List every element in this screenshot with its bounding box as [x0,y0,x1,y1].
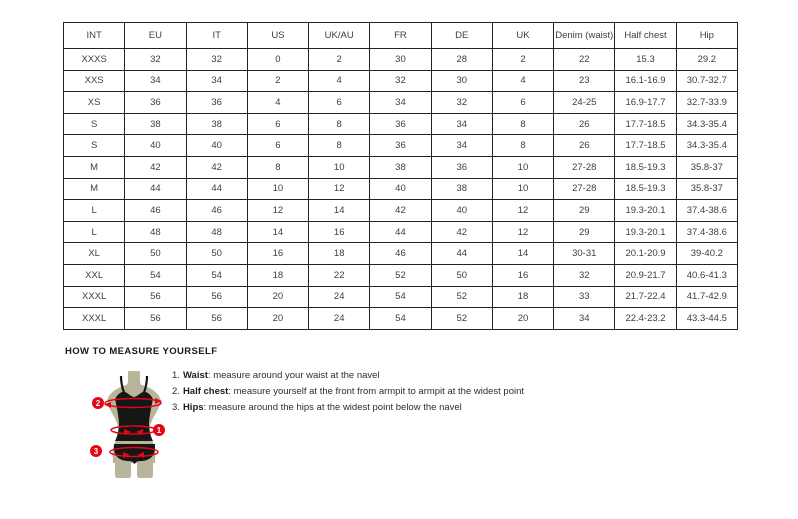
size-row-xxxs [64,49,738,71]
size-cell: XS [64,92,125,114]
size-cell: 16 [247,243,308,265]
size-cell: 37.4-38.6 [676,221,737,243]
size-cell: 48 [186,221,247,243]
size-cell: 0 [247,49,308,71]
size-cell: XXL [64,264,125,286]
size-cell: 19.3-20.1 [615,221,676,243]
size-cell: 50 [186,243,247,265]
size-cell: 54 [370,308,431,330]
size-row-xxxl [64,286,738,308]
size-cell: 54 [370,286,431,308]
step-term: Half chest [182,386,229,398]
step-term: Waist [182,370,208,381]
column-header-uk: UK [492,23,553,49]
size-cell: 14 [309,200,370,222]
size-cell: 20 [247,286,308,308]
size-cell: 15.3 [615,49,676,71]
size-cell: 38 [431,178,492,200]
size-cell: 6 [247,113,308,135]
hips-badge-number: 3 [93,447,99,456]
size-cell: 44 [431,243,492,265]
size-cell: 10 [247,178,308,200]
column-header-denim-waist-: Denim (waist) [554,23,615,49]
size-cell: 32 [186,49,247,71]
size-cell: 16 [309,221,370,243]
size-cell: 8 [492,135,553,157]
measure-heading: HOW TO MEASURE YOURSELF [65,346,218,357]
size-cell: 56 [125,286,186,308]
size-cell: 24 [309,308,370,330]
size-row-l [64,221,738,243]
size-cell: 2 [492,49,553,71]
column-header-it: IT [186,23,247,49]
size-cell: 33 [554,286,615,308]
size-cell: 34 [431,113,492,135]
size-cell: 56 [125,308,186,330]
size-row-l [64,200,738,222]
size-cell: 34 [186,70,247,92]
size-cell: 8 [309,135,370,157]
size-cell: 20.9-21.7 [615,264,676,286]
size-cell: 54 [125,264,186,286]
size-cell: 46 [370,243,431,265]
size-cell: 52 [370,264,431,286]
size-cell: 52 [431,308,492,330]
size-cell: 40 [370,178,431,200]
size-cell: 38 [125,113,186,135]
size-cell: 23 [554,70,615,92]
size-cell: 44 [370,221,431,243]
measure-steps [172,368,592,417]
size-cell: 44 [186,178,247,200]
size-row-xl [64,243,738,265]
size-row-xxl [64,264,738,286]
size-cell: 32 [125,49,186,71]
step-text: : measure around the hips at the widest point below the navel [203,402,462,414]
size-row-xxxl [64,308,738,330]
size-cell: 50 [125,243,186,265]
size-cell: 4 [247,92,308,114]
size-cell: S [64,135,125,157]
waist-badge-number: 1 [156,426,162,435]
size-row-s [64,135,738,157]
size-cell: 6 [492,92,553,114]
size-cell: 27-28 [554,178,615,200]
size-cell: 24-25 [554,92,615,114]
size-cell: XXXS [64,49,125,71]
size-cell: L [64,200,125,222]
column-header-int: INT [64,23,125,49]
size-row-s [64,113,738,135]
size-chart-body [64,49,738,330]
half-chest-badge-number: 2 [95,399,101,408]
size-cell: 40 [186,135,247,157]
size-cell: L [64,221,125,243]
size-cell: 32 [370,70,431,92]
size-cell: 24 [309,286,370,308]
size-cell: 30.7-32.7 [676,70,737,92]
size-cell: 35.8-37 [676,178,737,200]
size-chart-header-row [64,23,738,49]
size-cell: XXXL [64,286,125,308]
size-cell: 32 [554,264,615,286]
size-cell: 34.3-35.4 [676,135,737,157]
column-header-eu: EU [125,23,186,49]
size-cell: 8 [247,156,308,178]
measure-step-2 [172,384,592,400]
size-cell: 16 [492,264,553,286]
size-cell: XXS [64,70,125,92]
size-cell: 34 [431,135,492,157]
size-cell: 10 [492,178,553,200]
size-cell: 42 [125,156,186,178]
size-cell: 20 [492,308,553,330]
step-text: : measure yourself at the front from armpit to armpit at the widest point [228,386,525,398]
step-number: 2. [172,386,180,398]
size-cell: 22 [554,49,615,71]
size-cell: 29 [554,221,615,243]
size-cell: 21.7-22.4 [615,286,676,308]
size-cell: 32 [431,92,492,114]
size-cell: 36 [370,113,431,135]
size-cell: 8 [309,113,370,135]
size-cell: 34 [125,70,186,92]
size-cell: 36 [431,156,492,178]
size-cell: S [64,113,125,135]
column-header-hip: Hip [676,23,737,49]
size-cell: 32.7-33.9 [676,92,737,114]
size-row-xxs [64,70,738,92]
size-cell: 28 [431,49,492,71]
size-cell: XXXL [64,308,125,330]
size-cell: 30-31 [554,243,615,265]
size-cell: 26 [554,113,615,135]
size-cell: 42 [370,200,431,222]
size-cell: 56 [186,286,247,308]
size-cell: 4 [309,70,370,92]
size-cell: 36 [186,92,247,114]
size-cell: 8 [492,113,553,135]
size-cell: 20 [247,308,308,330]
size-cell: 2 [247,70,308,92]
size-cell: 54 [186,264,247,286]
column-header-de: DE [431,23,492,49]
size-row-xs [64,92,738,114]
size-cell: 12 [492,200,553,222]
size-cell: 35.8-37 [676,156,737,178]
size-cell: 14 [247,221,308,243]
size-cell: 42 [431,221,492,243]
size-cell: 10 [309,156,370,178]
size-cell: 19.3-20.1 [615,200,676,222]
column-header-half-chest: Half chest [615,23,676,49]
size-cell: 18 [309,243,370,265]
size-cell: 6 [247,135,308,157]
size-cell: 17.7-18.5 [615,135,676,157]
size-cell: 40.6-41.3 [676,264,737,286]
size-cell: 14 [492,243,553,265]
size-cell: 17.7-18.5 [615,113,676,135]
size-cell: 43.3-44.5 [676,308,737,330]
size-cell: 38 [370,156,431,178]
size-chart-table [63,22,738,330]
size-cell: 26 [554,135,615,157]
size-cell: 42 [186,156,247,178]
size-cell: 40 [431,200,492,222]
size-cell: 41.7-42.9 [676,286,737,308]
size-cell: 36 [125,92,186,114]
size-cell: 20.1-20.9 [615,243,676,265]
size-cell: 56 [186,308,247,330]
size-cell: M [64,156,125,178]
size-cell: 36 [370,135,431,157]
size-cell: 44 [125,178,186,200]
size-cell: 52 [431,286,492,308]
size-cell: 48 [125,221,186,243]
size-cell: 18.5-19.3 [615,156,676,178]
size-cell: 46 [186,200,247,222]
measure-step-1 [172,368,592,384]
size-cell: 39-40.2 [676,243,737,265]
size-cell: 12 [309,178,370,200]
size-cell: 30 [370,49,431,71]
size-row-m [64,156,738,178]
size-cell: 27-28 [554,156,615,178]
size-cell: 34 [370,92,431,114]
size-cell: 10 [492,156,553,178]
size-cell: 37.4-38.6 [676,200,737,222]
size-cell: 50 [431,264,492,286]
size-row-m [64,178,738,200]
size-cell: 6 [309,92,370,114]
column-header-uk-au: UK/AU [309,23,370,49]
column-header-us: US [247,23,308,49]
size-cell: M [64,178,125,200]
size-cell: 30 [431,70,492,92]
size-cell: 22 [309,264,370,286]
step-number: 3. [172,402,180,414]
size-cell: 34 [554,308,615,330]
step-term: Hips [182,402,204,414]
size-cell: XL [64,243,125,265]
size-cell: 12 [247,200,308,222]
size-cell: 12 [492,221,553,243]
size-cell: 34.3-35.4 [676,113,737,135]
size-cell: 29 [554,200,615,222]
size-cell: 16.1-16.9 [615,70,676,92]
column-header-fr: FR [370,23,431,49]
size-cell: 18.5-19.3 [615,178,676,200]
size-cell: 40 [125,135,186,157]
step-text: : measure around your waist at the navel [207,370,380,381]
size-cell: 22.4-23.2 [615,308,676,330]
measure-step-3 [172,400,592,416]
size-cell: 18 [492,286,553,308]
size-cell: 16.9-17.7 [615,92,676,114]
size-cell: 46 [125,200,186,222]
size-cell: 38 [186,113,247,135]
size-cell: 2 [309,49,370,71]
size-cell: 4 [492,70,553,92]
step-number: 1. [172,370,180,381]
size-cell: 18 [247,264,308,286]
size-cell: 29.2 [676,49,737,71]
